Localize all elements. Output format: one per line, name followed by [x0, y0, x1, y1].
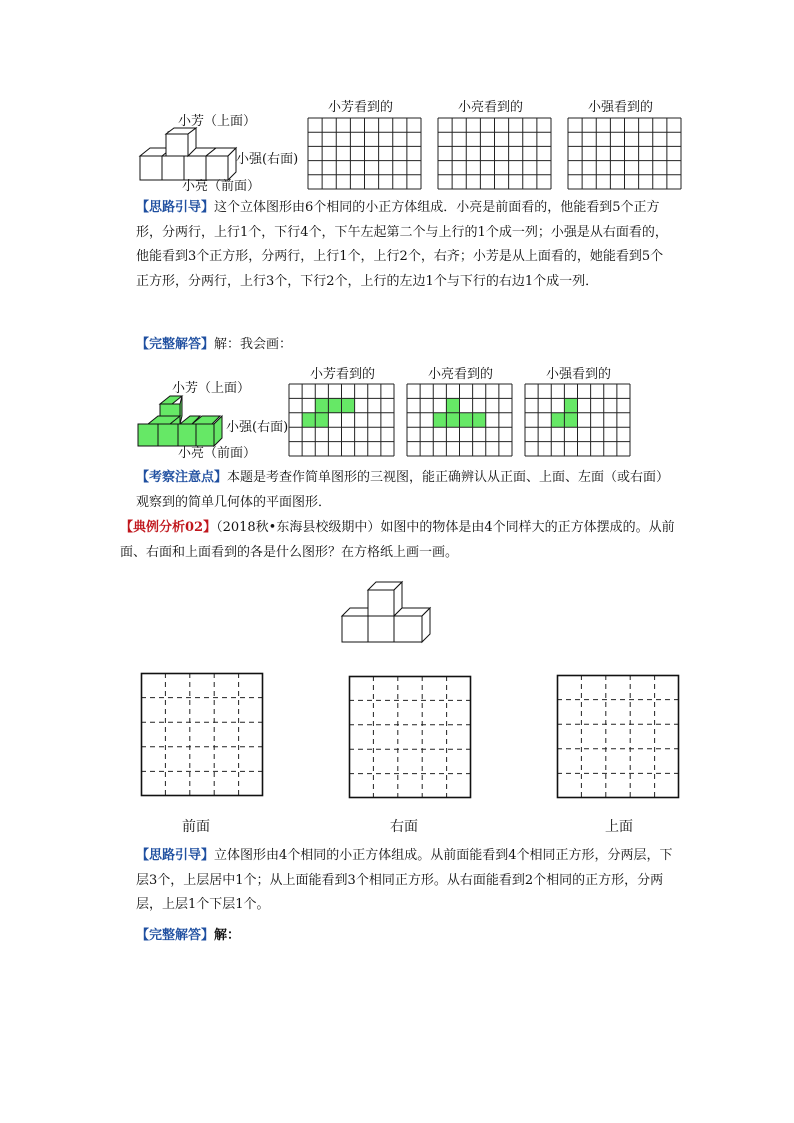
grid-filled-cell	[433, 413, 446, 427]
grid-filled-cell	[446, 413, 459, 427]
grid-filled-cell	[473, 413, 486, 427]
answer-tag-1: 【完整解答】	[136, 337, 215, 352]
grid-filled-cell	[551, 413, 564, 427]
grid-xiaoliang-blank	[438, 118, 552, 190]
hint-text-2: 立体图形由4个相同的小正方体组成。从前面能看到4个相同正方形，分两层，下层3个，上层居中1个；从上面能看到3个相同正方形。从右面能看到2个相同的正方形，分两层，上层1个下层1个。	[136, 848, 673, 912]
grid-filled-cell	[315, 413, 328, 427]
grid-filled-cell	[446, 398, 459, 412]
cube-figure-four	[340, 582, 440, 644]
example-text: （2018秋•东海县校级期中）如图中的物体是由4个同样大的正方体摆成的。从前面、右面和上面看到的各是什么图形？在方格纸上画一画。	[120, 520, 675, 560]
grid-filled-cell	[328, 398, 341, 412]
dashed-grid-right[interactable]	[349, 676, 472, 799]
answer-text-2: 解：	[214, 928, 241, 943]
answer-grid-title-2: 小亮看到的	[428, 367, 494, 382]
grid-filled-cell	[302, 413, 315, 427]
grid-border	[350, 677, 471, 798]
grid-border	[558, 676, 679, 798]
grid-xiaofang-answer	[289, 384, 395, 457]
answer-grid-title-1: 小芳看到的	[310, 367, 376, 382]
answer-grid-title-3: 小强看到的	[546, 367, 612, 382]
label-right-view-answer: 小强(右面)	[226, 420, 289, 435]
dashed-grid-top[interactable]	[557, 675, 680, 799]
label-front-view-answer: 小亮（前面）	[178, 446, 257, 461]
caption-top: 上面	[605, 819, 633, 835]
grid-filled-cell	[315, 398, 328, 412]
hint-tag-1: 【思路引导】	[136, 200, 215, 215]
label-right-view: 小强(右面)	[236, 152, 299, 167]
answer-tag-2: 【完整解答】	[136, 928, 215, 943]
grid-xiaoqiang-blank	[568, 118, 682, 190]
grid-filled-cell	[460, 413, 473, 427]
label-front-view: 小亮（前面）	[182, 179, 261, 194]
hint-paragraph-1	[136, 196, 676, 294]
answer-paragraph-2	[136, 924, 676, 949]
label-top-view-answer: 小芳（上面）	[172, 381, 251, 396]
example-paragraph	[120, 516, 680, 565]
grid-filled-cell	[564, 413, 577, 427]
example-tag: 【典例分析02】	[120, 520, 217, 535]
hint-paragraph-2	[136, 844, 676, 918]
grid-filled-cell	[564, 398, 577, 412]
note-paragraph	[136, 466, 676, 515]
grid-title-2: 小亮看到的	[458, 100, 524, 115]
note-tag: 【考察注意点】	[136, 470, 228, 485]
dashed-grid-front[interactable]	[141, 673, 264, 797]
hint-text-1: 这个立体图形由6个相同的小正方体组成．小亮是前面看的，他能看到5个正方形，分两行，上行1个，下行4个，下午左起第二个与上行的1个成一列；小强是从右面看的，他能看到3个正方形，分两行，上行1个，上行2个，右齐；小芳是从上面看的，她能看到5个正方形，分两行，上行3个，下行2个，上行的左边1个与下行的右边1个成一列．	[136, 200, 668, 289]
answer-paragraph-1	[136, 333, 676, 358]
label-top-view: 小芳（上面）	[178, 114, 257, 129]
grid-xiaoqiang-answer	[525, 384, 631, 457]
grid-filled-cell	[342, 398, 355, 412]
grid-title-3: 小强看到的	[588, 100, 654, 115]
hint-tag-2: 【思路引导】	[136, 848, 215, 863]
grid-border	[142, 674, 263, 796]
grid-xiaofang-blank	[308, 118, 422, 190]
grid-xiaoliang-answer	[407, 384, 513, 457]
caption-right: 右面	[390, 819, 418, 835]
caption-front: 前面	[182, 819, 210, 835]
grid-title-1: 小芳看到的	[328, 100, 394, 115]
answer-text-1: 解：我会画：	[214, 337, 293, 352]
note-text: 本题是考查作简单图形的三视图，能正确辨认从正面、上面、左面（或右面）观察到的简单几何体的平面图形．	[136, 470, 670, 510]
